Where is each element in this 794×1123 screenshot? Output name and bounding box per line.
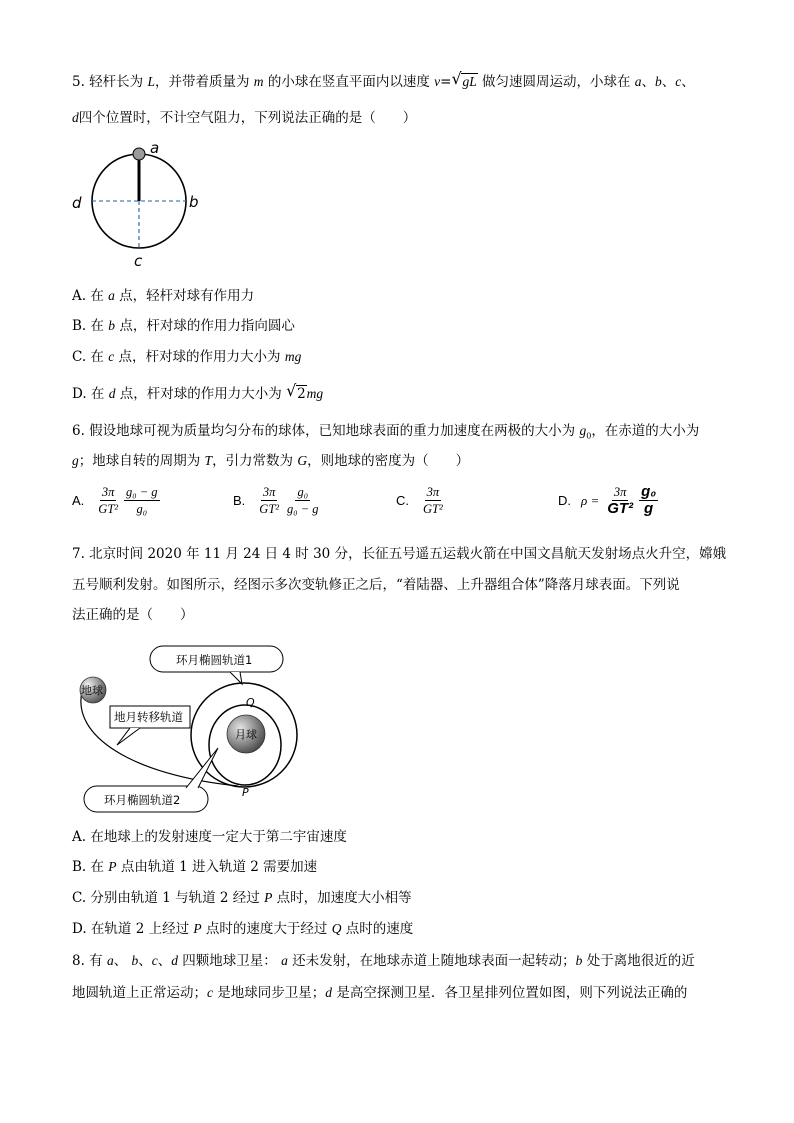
label-d: d: [72, 194, 82, 212]
q8-text: 处于离地很近的近: [582, 953, 695, 969]
var-b: b: [655, 74, 662, 89]
denominator: GT²: [607, 500, 634, 517]
var-d: d: [171, 953, 179, 968]
fraction: [421, 484, 445, 517]
option-var: Q: [331, 921, 342, 936]
var-d: d: [325, 985, 333, 1000]
callout-pointer: [117, 728, 140, 745]
option-text: D. 在: [72, 386, 109, 402]
label-P: P: [242, 786, 249, 799]
fraction: [96, 484, 120, 517]
label-a: a: [150, 139, 160, 157]
orbit1-label: 环月椭圆轨道1: [176, 653, 253, 667]
option-text: 点时的速度大于经过: [201, 921, 332, 937]
q8-text: 是高空探测卫星．各卫星排列位置如图，则下列说法正确的: [332, 985, 688, 1001]
option-label: C.: [396, 493, 409, 508]
option-text: D. 在轨道 2 上经过: [72, 921, 194, 937]
q8-stem-line1: [72, 952, 695, 970]
q8-text: 是地球同步卫星；: [213, 985, 326, 1001]
numerator: 3π: [262, 485, 276, 499]
var-g: g: [72, 453, 79, 468]
q6-text: ，在赤道的大小为: [591, 423, 700, 439]
var-m: m: [253, 74, 264, 89]
numerator: 3π: [426, 485, 440, 499]
option-label: A.: [72, 493, 85, 508]
option-var: mg: [284, 349, 302, 364]
numerator: g₀: [641, 483, 657, 500]
numerator: 3π: [613, 485, 627, 499]
option-var: P: [108, 859, 117, 874]
q5-text: 的小球在竖直平面内以速度: [263, 74, 435, 90]
separator: 、: [157, 953, 172, 969]
var-g0: g: [579, 423, 587, 438]
option-label: D.: [558, 493, 571, 508]
q6-option-b: [233, 484, 323, 517]
q7-orbit-figure: [70, 640, 310, 820]
sqrt-gL: [452, 73, 477, 91]
separator: 、: [681, 74, 695, 90]
q7-stem-line1: 7. 北京时间 2020 年 11 月 24 日 4 时 30 分，长征五号遥五运载火箭在中国文昌航天发射场点火升空，嫦娥: [72, 546, 727, 562]
q6-option-a: [72, 484, 162, 517]
q5-text: ，并带着质量为: [154, 74, 254, 90]
q5-option-b: [72, 317, 295, 335]
label-b: b: [189, 193, 199, 211]
var-b: b: [131, 953, 139, 968]
option-text: 点，轻杆对球有作用力: [114, 288, 255, 304]
denominator: GT²: [259, 502, 280, 516]
moon-label: 月球: [235, 728, 257, 741]
subscript-0: 0: [586, 431, 592, 441]
var-a: a: [106, 953, 114, 968]
denominator: g₀ − g: [287, 502, 319, 516]
sqrt-2: [287, 385, 307, 403]
option-var: P: [264, 890, 273, 905]
option-var: b: [108, 318, 116, 333]
var-v: v: [434, 74, 441, 89]
q6-text: 6. 假设地球可视为质量均匀分布的球体，已知地球表面的重力加速度在两极的大小为: [72, 423, 580, 439]
q8-stem-line2: [72, 984, 687, 1002]
q5-text: 做匀速圆周运动，小球在: [477, 74, 635, 90]
q6-option-c: [396, 484, 447, 517]
fraction: [605, 484, 635, 517]
var-c: c: [151, 953, 158, 968]
q6-text: ，引力常数为: [212, 453, 298, 469]
var-c: c: [207, 985, 213, 1000]
fraction: [639, 484, 658, 517]
option-text: 点，杆对球的作用力大小为: [115, 386, 287, 402]
q6-stem-line1: [72, 422, 699, 446]
q8-text: 地圆轨道上正常运动；: [72, 985, 207, 1001]
fraction: [257, 484, 281, 517]
var-c: c: [675, 74, 682, 89]
q5-stem-line1: [72, 73, 695, 91]
q5-option-a: [72, 287, 254, 305]
option-var: a: [108, 288, 115, 303]
transfer-label: 地月转移轨道: [114, 710, 183, 724]
q5-option-c: [72, 348, 301, 366]
q5-circle-figure: [66, 138, 216, 273]
q7-option-d: [72, 920, 413, 938]
q6-text: ，则地球的密度为（ ）: [307, 453, 470, 469]
q7-option-a: A. 在地球上的发射速度一定大于第二宇宙速度: [72, 829, 347, 845]
option-var: P: [193, 921, 202, 936]
separator: 、: [641, 74, 656, 90]
denominator: g: [644, 500, 654, 517]
var-a: a: [281, 953, 288, 968]
option-text: 点，杆对球的作用力大小为: [114, 349, 285, 365]
rho-equals: ρ =: [581, 492, 600, 508]
option-text: C. 分别由轨道 1 与轨道 2 经过: [72, 890, 265, 906]
option-label: B.: [233, 493, 246, 508]
separator: 、: [661, 74, 676, 90]
option-text: A. 在: [72, 288, 109, 304]
separator: 、: [113, 953, 132, 969]
q8-text: 8. 有: [72, 953, 107, 969]
q7-option-c: [72, 889, 412, 907]
q6-text: ；地球自转的周期为: [78, 453, 205, 469]
option-text: B. 在: [72, 318, 109, 334]
option-var: mg: [306, 386, 324, 401]
var-L: L: [147, 74, 155, 89]
q5-text: 5. 轻杆长为: [72, 74, 148, 90]
numerator: g₀ − g: [126, 485, 158, 499]
callout-pointer: [186, 748, 218, 788]
option-text: 点时，加速度大小相等: [272, 890, 412, 906]
q6-stem-line2: [72, 452, 469, 470]
fraction: [285, 484, 321, 517]
q8-text: 四颗地球卫星：: [178, 953, 282, 969]
var-d: d: [72, 110, 79, 125]
q7-option-b: [72, 858, 317, 876]
option-var: c: [108, 349, 115, 364]
denominator: g₀: [136, 502, 148, 516]
q7-stem-line3: 法正确的是（ ）: [72, 607, 194, 623]
q8-text: 还未发射，在地球赤道上随地球表面一起转动；: [287, 953, 576, 969]
var-T: T: [204, 453, 213, 468]
option-text: C. 在: [72, 349, 109, 365]
numerator: 3π: [101, 485, 115, 499]
denominator: GT²: [98, 502, 119, 516]
q5-text: 四个位置时，不计空气阻力，下列说法正确的是（ ）: [78, 110, 417, 126]
equals-sign: =: [440, 74, 452, 90]
separator: 、: [138, 953, 152, 969]
option-text: 点由轨道 1 进入轨道 2 需要加速: [116, 859, 318, 875]
var-a: a: [634, 74, 642, 89]
fraction: [124, 484, 160, 517]
option-text: B. 在: [72, 859, 109, 875]
denominator: GT²: [423, 502, 443, 516]
var-G: G: [297, 453, 308, 468]
q6-option-d: [558, 484, 660, 517]
ball: [133, 148, 145, 160]
numerator: g₀: [297, 485, 309, 499]
option-var: d: [108, 386, 116, 401]
q7-stem-line2: 五号顺利发射。如图所示，经图示多次变轨修正之后，“着陆器、上升器组合体”降落月球表面。下列说: [72, 577, 680, 593]
sqrt-gL-radicand: gL: [462, 74, 477, 89]
orbit2-label: 环月椭圆轨道2: [104, 793, 181, 807]
callout-pointer: [230, 672, 242, 684]
sqrt-radicand: 2: [297, 386, 306, 402]
option-text: 点，杆对球的作用力指向圆心: [115, 318, 295, 334]
option-text: 点时的速度: [341, 921, 414, 937]
label-c: c: [134, 252, 143, 270]
q5-option-d: [72, 385, 323, 403]
label-Q: Q: [246, 696, 255, 709]
earth-label: 地球: [81, 684, 103, 697]
q5-stem-line2: [72, 109, 416, 127]
var-b: b: [575, 953, 583, 968]
